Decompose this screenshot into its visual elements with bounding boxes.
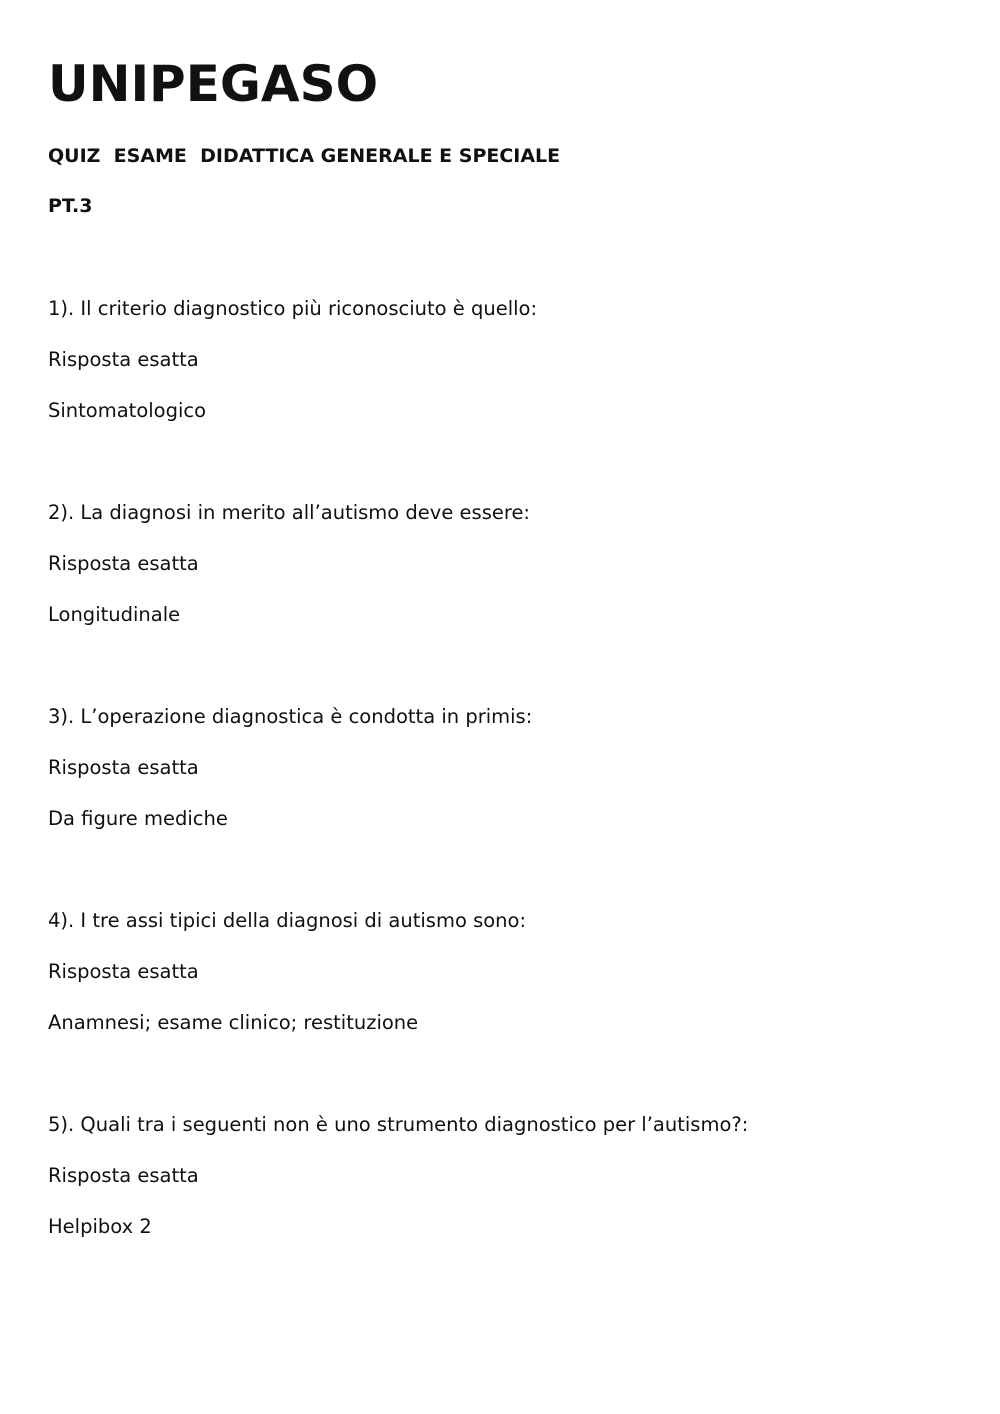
question-text: 5). Quali tra i seguenti non è uno strumento diagnostico per l’autismo?:: [48, 1113, 749, 1136]
document-subtitle: QUIZ ESAME DIDATTICA GENERALE E SPECIALE: [48, 145, 561, 167]
document-part: PT.3: [48, 195, 93, 217]
answer-label: Risposta esatta: [48, 756, 199, 779]
answer-text: Anamnesi; esame clinico; restituzione: [48, 1011, 419, 1034]
answer-text: Longitudinale: [48, 603, 181, 626]
question-text: 1). Il criterio diagnostico più riconosciuto è quello:: [48, 297, 538, 320]
answer-text: Helpibox 2: [48, 1215, 152, 1238]
question-text: 4). I tre assi tipici della diagnosi di autismo sono:: [48, 909, 527, 932]
quiz-item: [48, 1111, 948, 1315]
answer-label: Risposta esatta: [48, 552, 199, 575]
question-text: 3). L’operazione diagnostica è condotta in primis:: [48, 705, 533, 728]
answer-label: Risposta esatta: [48, 960, 199, 983]
answer-label: Risposta esatta: [48, 348, 199, 371]
quiz-item: [48, 295, 948, 499]
quiz-item: [48, 499, 948, 703]
quiz-list: [48, 295, 948, 1315]
document-page: [48, 52, 948, 1315]
answer-label: Risposta esatta: [48, 1164, 199, 1187]
quiz-item: [48, 703, 948, 907]
answer-text: Sintomatologico: [48, 399, 207, 422]
question-text: 2). La diagnosi in merito all’autismo deve essere:: [48, 501, 531, 524]
quiz-item: [48, 907, 948, 1111]
document-title: UNIPEGASO: [48, 55, 379, 113]
answer-text: Da figure mediche: [48, 807, 228, 830]
